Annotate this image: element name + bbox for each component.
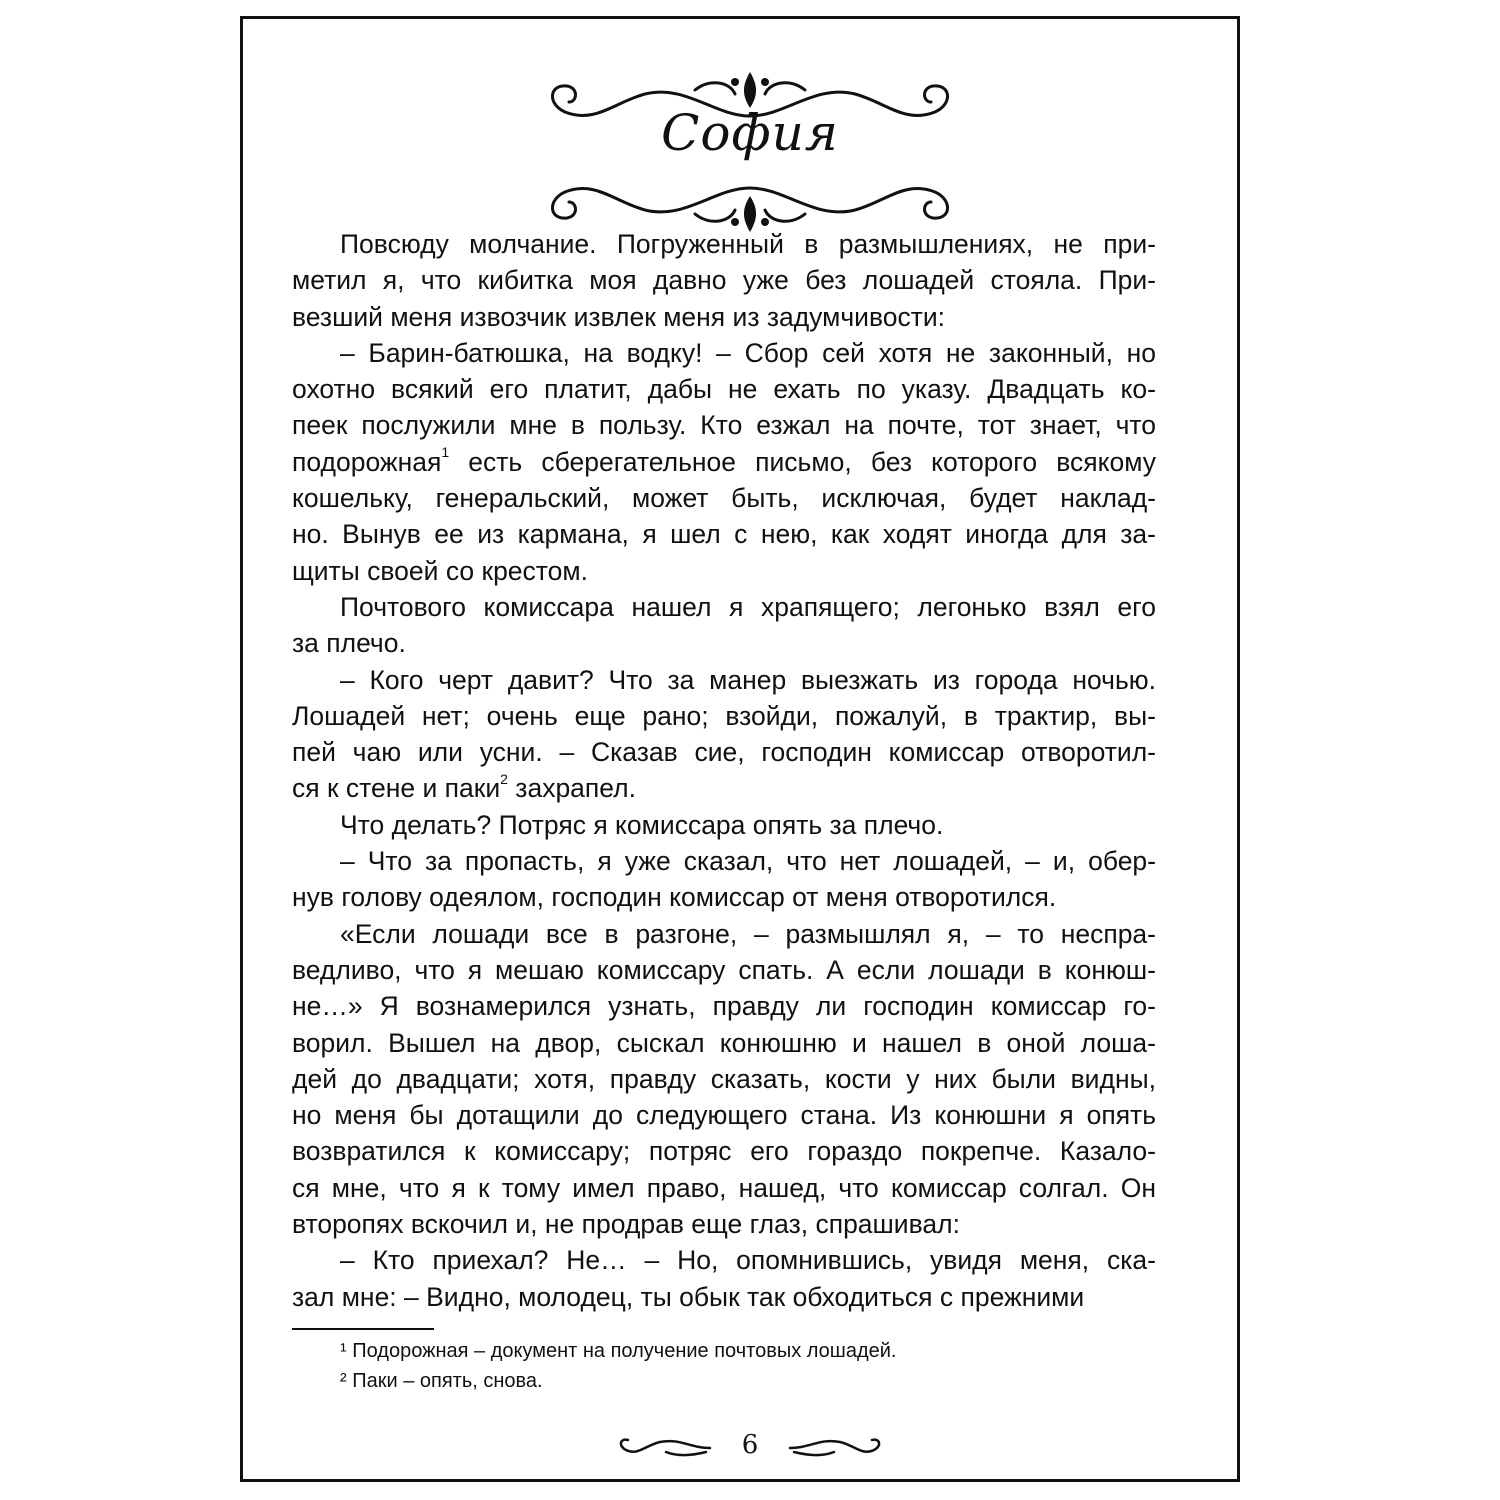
- footnote-separator: [292, 1328, 434, 1330]
- text-line: кошельку, генеральский, может быть, исключая, будет наклад-: [292, 483, 1156, 514]
- chapter-title: София: [661, 104, 839, 162]
- text-line: ся мне, что я к тому имел право, нашед, что комиссар солгал. Он: [292, 1172, 1156, 1203]
- page-number-area: [610, 1426, 890, 1470]
- text-line: дей до двадцати; хотя, правду сказать, кости у них были видны,: [292, 1063, 1156, 1094]
- paragraph-8: [292, 1242, 1156, 1315]
- text-line: метил я, что кибитка моя давно уже без лошадей стояла. При-: [292, 265, 1156, 296]
- text-fragment: подорожная: [292, 446, 442, 477]
- text-line: везший меня извозчик извлек меня из задумчивости:: [292, 301, 946, 332]
- paragraph-7: [292, 916, 1156, 1243]
- text-line-with-footnote-2: [292, 770, 1156, 806]
- text-line: – Кто приехал? Не… – Но, опомнившись, увидя меня, ска-: [340, 1245, 1156, 1276]
- text-fragment: захрапел.: [507, 773, 636, 804]
- text-line: Лошадей нет; очень еще рано; взойди, пожалуй, в трактир, вы-: [292, 700, 1156, 731]
- paragraph-2: [292, 335, 1156, 589]
- footnote-ref-2: 2: [500, 770, 508, 787]
- text-line: – Кого черт давит? Что за манер выезжать из города ночью.: [340, 664, 1156, 695]
- text-line: Что делать? Потряс я комиссара опять за плечо.: [340, 809, 944, 840]
- text-line: – Барин-батюшка, на водку! – Сбор сей хотя не законный, но: [340, 337, 1156, 368]
- footnotes: [340, 1336, 1160, 1396]
- text-line: пеек послужили мне в пользу. Кто езжал на почте, тот знает, что: [292, 410, 1156, 441]
- paragraph-3: [292, 589, 1156, 662]
- text-line: возвратился к комиссару; потряс его гораздо покрепче. Казало-: [292, 1136, 1156, 1167]
- text-line: «Если лошади все в разгоне, – размышлял я, – то неспра-: [340, 918, 1156, 949]
- text-line: Почтового комиссара нашел я храпящего; легонько взял его: [340, 591, 1156, 622]
- text-fragment: ся к стене и паки: [292, 773, 501, 804]
- text-line: – Что за пропасть, я уже сказал, что нет лошадей, – и, обер-: [340, 846, 1156, 877]
- text-line: второпях вскочил и, не продрав еще глаз, спрашивал:: [292, 1209, 960, 1240]
- footnote-2: ² Паки – опять, снова.: [340, 1370, 543, 1392]
- text-line: но меня бы дотащили до следующего стана. Из конюшни я опять: [292, 1100, 1156, 1131]
- text-line: зал мне: – Видно, молодец, ты обык так обходиться с прежними: [292, 1281, 1085, 1312]
- text-line: пей чаю или усни. – Сказав сие, господин комиссар отворотил-: [292, 737, 1156, 768]
- text-line: щиты своей со крестом.: [292, 555, 588, 586]
- text-line-with-footnote-1: [292, 444, 1156, 480]
- paragraph-1: [292, 226, 1156, 335]
- text-line: не…» Я вознамерился узнать, правду ли господин комиссар го-: [292, 991, 1156, 1022]
- body-text: [292, 226, 1156, 1315]
- text-line: ворил. Вышел на двор, сыскал конюшню и нашел в оной лоша-: [292, 1027, 1156, 1058]
- text-line: нув голову одеялом, господин комиссар от меня отворотился.: [292, 882, 1057, 913]
- paragraph-4: [292, 662, 1156, 807]
- text-line: ведливо, что я мешаю комиссару спать. А если лошади в конюш-: [292, 954, 1156, 985]
- text-fragment: есть сберегательное письмо, без которого всякому: [449, 446, 1156, 477]
- footnote-ref-1: 1: [441, 443, 450, 460]
- page-number: 6: [741, 1430, 759, 1460]
- text-line: охотно всякий его платит, дабы не ехать по указу. Двадцать ко-: [292, 374, 1156, 405]
- paragraph-6: [292, 843, 1156, 916]
- text-line: но. Вынув ее из кармана, я шел с нею, как ходят иногда для за-: [292, 519, 1156, 550]
- text-line: за плечо.: [292, 628, 406, 659]
- text-line: Повсюду молчание. Погруженный в размышлениях, не при-: [340, 229, 1156, 259]
- footnote-1: ¹ Подорожная – документ на получение почтовых лошадей.: [340, 1340, 897, 1362]
- paragraph-5: [292, 807, 1156, 843]
